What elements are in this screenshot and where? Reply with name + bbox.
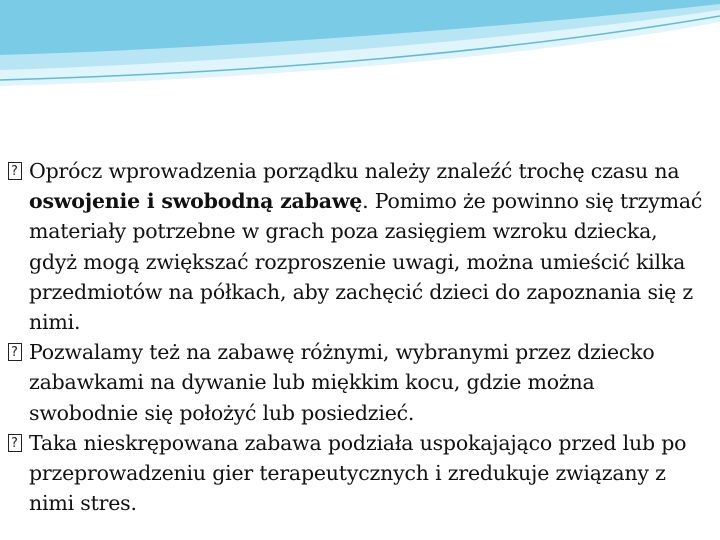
missing-glyph-icon: [8, 343, 22, 361]
bullet-1-emphasis: oswojenie i swobodną zabawę: [29, 189, 363, 214]
bullet-paragraph-3: [8, 428, 708, 519]
bullet-2-text: Pozwalamy też na zabawę różnymi, wybranymi przez dziecko zabawkami na dywanie lub miękkim kocu, gdzie można swobodnie się położyć lub posiedzieć.: [29, 340, 655, 425]
missing-glyph-icon: [8, 162, 22, 180]
bullet-3-text: Taka nieskrępowana zabawa podziała uspokajająco przed lub po przeprowadzeniu gier terapeutycznych i zredukuje związany z nimi stres.: [29, 430, 687, 516]
missing-glyph-icon: [8, 434, 22, 452]
slide-body: [8, 156, 708, 518]
bullet-paragraph-2: [8, 337, 708, 428]
bullet-1-text-b: . Pomimo że powinno się trzymać materiały potrzebne w grach poza zasięgiem wzroku dziecka, gdyż mogą zwiększać rozproszenie uwagi, można umieścić kilka przedmiotów na półkach, aby zachęcić dzieci do zapoznania się z nimi.: [29, 189, 703, 335]
bullet-paragraph-1: [8, 156, 708, 337]
header-wave-decoration: [0, 0, 720, 95]
bullet-1-text-a: Oprócz wprowadzenia porządku należy znaleźć trochę czasu na: [29, 159, 680, 183]
